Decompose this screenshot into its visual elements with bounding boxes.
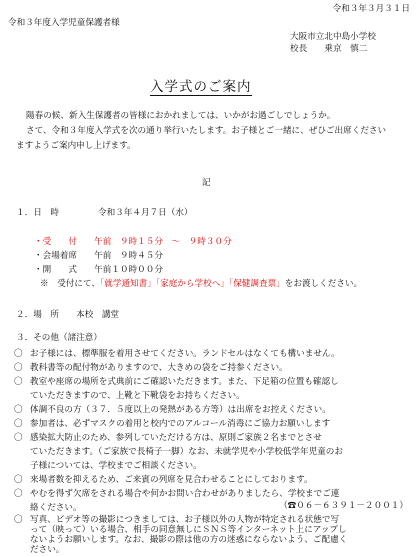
seating-time: ・会場着席 午前 ９時４５分 [34, 251, 163, 261]
list-item [14, 361, 416, 375]
list-item-text: 来場者数を抑えるため、ご来賓の列席を見合わせることにしております。 [30, 475, 313, 485]
list-item [14, 375, 416, 403]
list-item-text: ていただきます。（ご家族で長椅子一脚）なお、未就学児や小学校低学年児童のお [30, 447, 343, 457]
list-item-text: 子様については、学校までご相談ください。 [30, 461, 202, 471]
greeting-line-3: ますようご案内申し上げます。 [16, 141, 136, 151]
list-item [14, 417, 416, 431]
ki-heading: 記 [202, 178, 211, 188]
circle-bullet: 〇 [14, 489, 23, 499]
circle-bullet: 〇 [14, 405, 23, 415]
circle-bullet: 〇 [14, 433, 23, 443]
note-suffix: をお渡しください。 [284, 279, 363, 289]
list-item-text: 体調不良の方（３７．５度以上の発熱がある方等）は出席をお控えください。 [30, 405, 331, 415]
section3-heading: ３．その他（諸注意） [16, 333, 102, 343]
reception-note [40, 279, 362, 290]
circle-bullet: 〇 [14, 475, 23, 485]
reception-time: ・受 付 午前 ９時１５分 ～ ９時３０分 [34, 237, 232, 247]
list-item-text: ていただきますので、上靴と下靴袋をお持ちください。 [30, 391, 245, 401]
recipient: 令和３年度入学児童保護者様 [8, 18, 120, 28]
list-item [14, 403, 416, 417]
opening-time: ・開 式 午前１０時００分 [34, 265, 163, 275]
list-item-text: ないようお願いします。なお、撮影の際は他の方の迷惑にならないよう、ご配慮く [30, 535, 348, 545]
page-title: 入学式のご案内 [150, 79, 252, 95]
list-item-text: お子様には、標準服を着用させてください。ランドセルはなくても構いません。 [30, 349, 340, 359]
school-name: 大阪市立北中島小学校 [290, 32, 376, 42]
issue-date: 令和３年３月３１日 [332, 4, 410, 14]
list-item [14, 431, 416, 473]
list-item [14, 515, 416, 555]
list-item-text: 写真、ビデオ等の撮影につきましては、お子様以外の人物が特定される状態で写 [30, 515, 340, 525]
ceremony-date: 令和３年４月７日（水） [98, 208, 193, 218]
list-item-text: ださい。 [30, 545, 65, 555]
circle-bullet: 〇 [14, 419, 23, 429]
school-phone: （☎０６－６３９１－２００１） [279, 501, 408, 511]
note-documents: 「就学通知書」「家庭から学校へ」「保健調査票」 [100, 279, 285, 289]
note-prefix: ※ 受付にて、 [40, 279, 100, 289]
circle-bullet: 〇 [14, 515, 23, 525]
principal-name: 校長 乗京 慎二 [290, 44, 368, 54]
list-item-text: って（映って）いる場合、相手の同意無しにＳＮＳ等インターネット上にアップし [30, 525, 347, 535]
list-item-text: 参加者は、必ずマスクの着用と校内でのアルコール消毒にご協力お願いします [30, 419, 331, 429]
greeting-line-2: さて、令和３年度入学式を次の通り挙行いたします。お子様とご一緒に、ぜひご出席ください [26, 126, 387, 136]
list-item-text: やむを得ず欠席をされる場合や何かお問い合わせがありましたら、学校までご連 [30, 489, 340, 499]
list-item-text: 感染拡大防止のため、参列していただける方は、原則ご家族２名までとさせ [30, 433, 322, 443]
list-item [14, 347, 416, 361]
greeting-line-1: 陽春の候、新入生保護者の皆様におかれましては、いかがお過ごしでしょうか。 [26, 111, 336, 121]
section1-heading: １．日 時 [16, 208, 59, 218]
list-item-text: 絡ください。 [30, 503, 82, 513]
list-item [14, 473, 416, 487]
circle-bullet: 〇 [14, 363, 23, 373]
list-item-text: 教室や座席の場所を式典前にご確認いただきます。また、下足箱の位置も確認し [30, 377, 339, 387]
list-item-text: 教科書等の配付物がありますので、大きめの袋をご持参ください。 [30, 363, 288, 373]
circle-bullet: 〇 [14, 349, 23, 359]
section2-heading: ２．場 所 本校 講堂 [16, 310, 120, 320]
circle-bullet: 〇 [14, 377, 23, 387]
